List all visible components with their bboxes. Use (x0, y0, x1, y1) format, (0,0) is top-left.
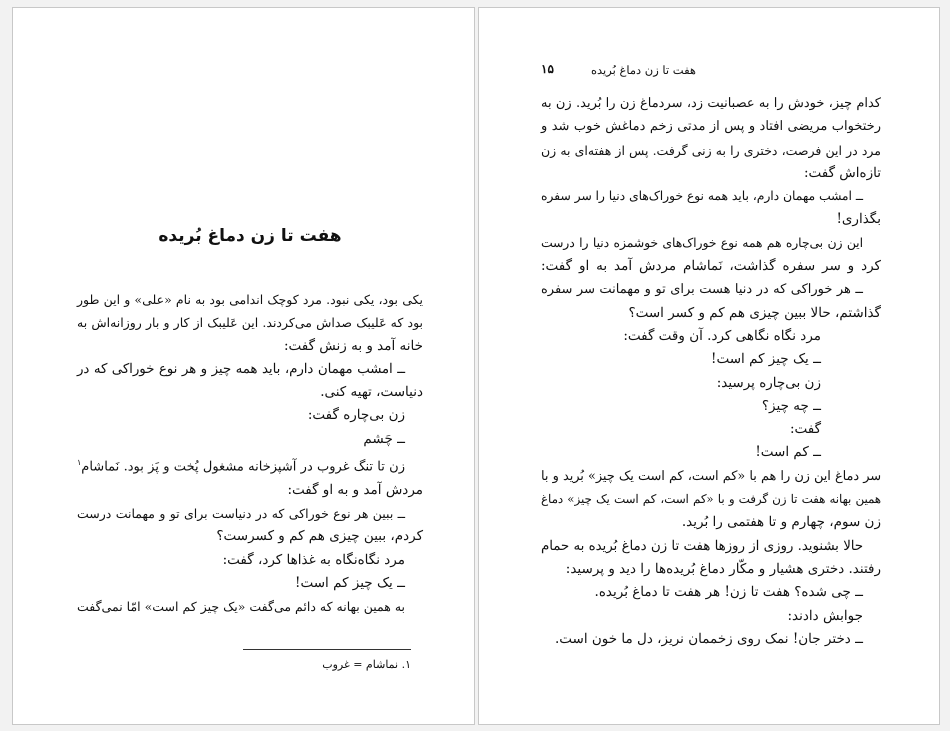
text-line: ــ ببین هر نوع خوراکی که در دنیاست برای تو و مهمانت درست (77, 506, 405, 521)
text-line: ــ چی شده؟ هفت تا زن! هر هفت تا دماغ بُریده. (594, 584, 863, 601)
text-line: سر دماغ این زن را هم با «کم است، کم است یک چیز» بُرید و با (541, 468, 881, 484)
text-line: حالا بشنوید. روزی از روزها هفت تا زن دماغ بُریده به حمام (541, 538, 863, 554)
right-page (478, 7, 940, 725)
left-body-text (77, 288, 423, 618)
text-line: مردش آمد و به او گفت: (287, 481, 423, 498)
text-line: جوابش دادند: (787, 607, 863, 624)
text-line: این زن بی‌چاره هم همه نوع خوراک‌های خوشمزه دنیا را درست (541, 235, 863, 250)
text-line: گذاشتم، حالا ببین چیزی هم کم و کسر است؟ (628, 304, 881, 321)
left-page (12, 7, 475, 725)
text-line: گفت: (789, 421, 821, 438)
text-line: ــ چَشم (363, 430, 405, 447)
text-line: ــ امشب مهمان دارم، باید همه نوع خوراک‌های دنیا را سر سفره (541, 189, 863, 204)
text-line: خانه آمد و به زنش گفت: (283, 337, 423, 354)
text-line: ــ چه چیز؟ (761, 397, 821, 414)
text-line: به همین بهانه که دائم می‌گفت «یک چیز کم است» امّا نمی‌گفت (77, 599, 405, 615)
footnote-marker: ۱ (77, 458, 82, 468)
text-line: زن بی‌چاره پرسید: (716, 374, 821, 391)
text-line: مرد نگاه نگاهی کرد. آن وقت گفت: (623, 327, 821, 344)
text-line: ــ یک چیز کم است! (295, 574, 405, 591)
text-line: کدام چیز، خودش را به عصبانیت زد، سردماغ زن را بُرید. زن به (541, 96, 881, 111)
text-line: ــ یک چیز کم است! (711, 351, 821, 368)
text-line: مرد در این فرصت، دختری را به زنی گرفت. پس از هفته‌ای به زن (541, 142, 881, 158)
text-line: زن سوم، چهارم و تا هفتمی را بُرید. (681, 514, 881, 531)
text-line: زن بی‌چاره گفت: (307, 407, 405, 424)
footnote-divider (243, 649, 411, 650)
footnote: ۱. نماشام = غروب (322, 658, 411, 671)
text-line: رفتند. دختری هشیار و مکّار دماغ بُریده‌ها را دید و پرسید: (565, 560, 881, 577)
text-line: مرد نگاه‌نگاه به غذاها کرد، گفت: (222, 551, 405, 568)
text-line: کردم، ببین چیزی هم کم و کسرست؟ (216, 528, 423, 545)
text-line: دنیاست، تهیه کنی. (320, 384, 423, 401)
text-line: کرد و سر سفره گذاشت، نَماشام مردش آمد به او گفت: (541, 258, 881, 275)
text-line: تازه‌اش گفت: (803, 164, 881, 181)
text-line: یکی بود، یکی نبود. مرد کوچک اندامی بود به نام «علی» و این طور (77, 292, 423, 307)
text-line (77, 451, 423, 479)
text-line-content: زن تا تنگ غروب در آشپزخانه مشغول پُخت و پَز بود. نَماشام (81, 459, 405, 475)
text-line: بگذاری! (836, 211, 881, 228)
text-line: ــ دختر جان! نمک روی زخممان نریز، دل ما خون است. (554, 630, 863, 647)
text-line: همین بهانه هفت تا زن گرفت و با «کم است، کم است یک چیز» دماغ (541, 492, 881, 507)
text-line: رختخواب مریضی افتاد و پس از مدتی زخم دماغش خوب شد و (541, 119, 881, 135)
text-line: ــ هر خوراکی که در دنیا هست برای تو و مهمانت سر سفره (541, 282, 863, 298)
right-body-text (541, 92, 881, 651)
chapter-title: هفت تا زن دماغ بُریده (158, 226, 342, 246)
text-line: ــ کم است! (755, 444, 821, 461)
running-title: هفت تا زن دماغ بُریده (591, 63, 696, 77)
text-line: بود که عَلیبک صداش می‌کردند. این عَلیبک از کار و بار روزانه‌اش به (77, 315, 423, 331)
text-line: ــ امشب مهمان دارم، باید همه چیز و هر نوع خوراکی که در (77, 361, 405, 377)
page-number: ۱۵ (541, 62, 554, 76)
